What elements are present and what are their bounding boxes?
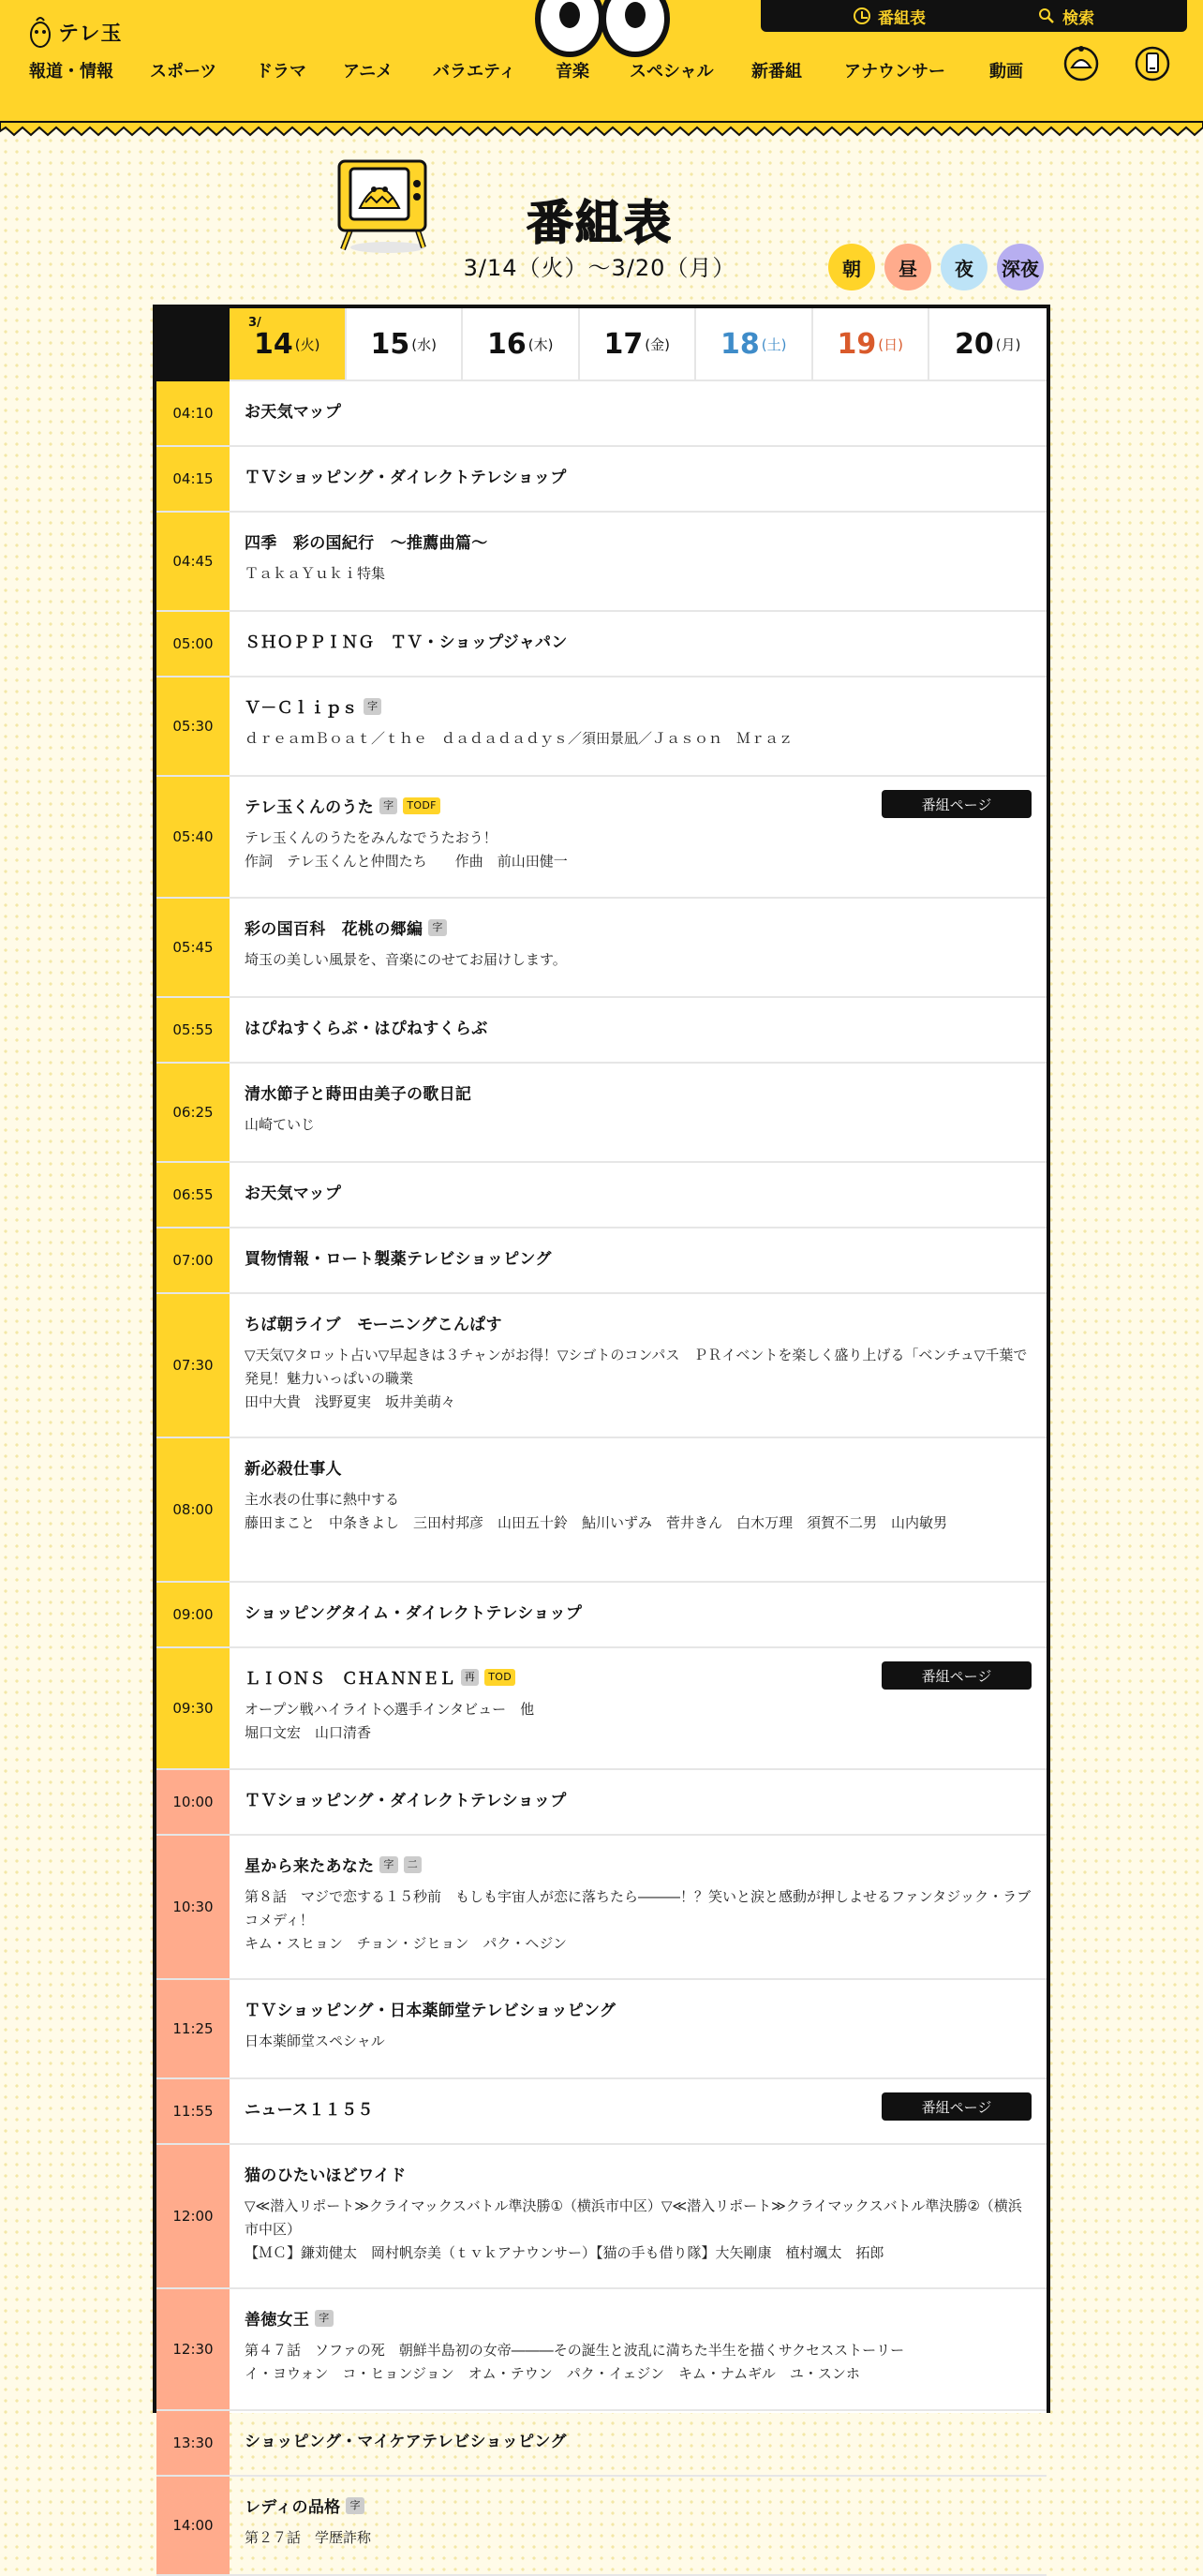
program-title[interactable]: レディの品格 [245, 2498, 341, 2517]
day-number: 19 [837, 327, 877, 361]
program-description: テレ玉くんのうたをみんなでうたおう！ 作詞 テレ玉くんと仲間たち 作曲 前山田健一 [245, 829, 568, 870]
program-title-line [245, 1853, 1032, 1876]
jump-noon-button[interactable]: 昼 [884, 244, 931, 290]
program-title[interactable]: ＴＶショッピング・ダイレクトテレショップ [245, 1792, 567, 1810]
program-title-line [245, 1455, 1032, 1479]
utility-bar [761, 0, 1187, 32]
program-title[interactable]: ＴＶショッピング・日本薬師堂テレビショッピング [245, 2002, 616, 2020]
jump-evening-button[interactable]: 夜 [941, 244, 988, 290]
program-time: 09:00 [156, 1583, 230, 1646]
program-time: 09:30 [156, 1648, 230, 1768]
program-tag: 字 [428, 919, 446, 936]
nav-videos[interactable]: 動画 [989, 62, 1023, 82]
program-description: 第８話 マジで恋する１５秒前 もしも宇宙人が恋に落ちたら―――！？笑いと涙と感動が押しよせるファンタジック・ラブコメディ！ キム・スヒョン チョン・ジヒョン パク・ヘジン [245, 1888, 1032, 1952]
program-time: 13:30 [156, 2411, 230, 2475]
schedule-link[interactable] [854, 5, 926, 28]
jump-morning-button[interactable]: 朝 [828, 244, 875, 290]
program-title-line [245, 464, 1032, 487]
program-description: ＴａｋａＹｕｋｉ特集 [245, 565, 386, 582]
mascot-eyes-icon [532, 0, 673, 58]
jump-latenight-button[interactable]: 深夜 [997, 244, 1044, 290]
program-title[interactable]: Ｖ－Ｃｌｉｐｓ [245, 699, 359, 718]
nav-music[interactable]: 音楽 [556, 62, 589, 82]
nav-anime[interactable]: アニメ [343, 62, 394, 82]
day-weekday: (土) [761, 335, 787, 353]
tv-mascot-illustration [332, 156, 435, 259]
program-row [156, 2079, 1047, 2145]
program-schedule-grid [153, 305, 1050, 2546]
search-icon [1038, 7, 1055, 24]
program-title[interactable]: お天気マップ [245, 1184, 342, 1203]
program-title[interactable]: ちば朝ライブ モーニングこんぱす [245, 1316, 502, 1334]
program-row [156, 2145, 1047, 2289]
header-zigzag-edge [0, 122, 1203, 141]
program-title[interactable]: ＳＨＯＰＰＩＮＧ ＴＶ・ショップジャパン [245, 633, 568, 652]
day-tab[interactable] [230, 308, 347, 381]
program-title-line [245, 2162, 1032, 2185]
program-tag: 再 [461, 1669, 479, 1686]
program-row [156, 998, 1047, 1064]
program-time: 05:45 [156, 899, 230, 996]
day-tab[interactable] [347, 308, 464, 381]
search-link[interactable] [1038, 5, 1094, 28]
site-header [0, 0, 1203, 127]
program-row [156, 1980, 1047, 2079]
program-tag: 字 [379, 1856, 397, 1873]
program-tag: 字 [346, 2497, 364, 2514]
program-description: 第４７話 ソファの死 朝鮮半島初の女帝―――その誕生と波乱に満ちた半生を描くサクセスストーリー イ・ヨウォン コ・ヒョンジョン オム・テウン パク・イェジン キム・ナムギル ユ・スンホ [245, 2342, 905, 2382]
program-title[interactable]: ＴＶショッピング・ダイレクトテレショップ [245, 469, 567, 487]
program-time: 10:00 [156, 1770, 230, 1834]
nav-drama[interactable]: ドラマ [256, 62, 306, 82]
program-row [156, 1163, 1047, 1228]
page-title: 番組表 [527, 196, 673, 250]
program-title-line [245, 2494, 1032, 2517]
program-row [156, 612, 1047, 678]
program-title[interactable]: 彩の国百科 花桃の郷編 [245, 920, 423, 939]
day-number: 20 [955, 327, 994, 361]
program-time: 12:00 [156, 2145, 230, 2287]
day-weekday: (火) [294, 335, 320, 353]
nav-variety[interactable]: バラエティ [433, 62, 516, 82]
day-weekday: (日) [878, 335, 903, 353]
program-time: 14:00 [156, 2477, 230, 2574]
program-title[interactable]: お天気マップ [245, 403, 342, 422]
program-title-line [245, 398, 1032, 422]
day-tab[interactable] [580, 308, 697, 381]
program-tag: TOD [484, 1669, 515, 1686]
mobile-badge-icon[interactable] [1134, 43, 1171, 81]
nav-special[interactable]: スペシャル [630, 62, 714, 82]
program-time: 07:30 [156, 1294, 230, 1437]
program-time: 06:25 [156, 1064, 230, 1161]
program-title[interactable]: 善徳女王 [245, 2311, 310, 2330]
program-row [156, 1064, 1047, 1163]
program-time: 05:55 [156, 998, 230, 1062]
program-page-button[interactable]: 番組ページ [882, 790, 1032, 818]
day-number: 14 [254, 327, 293, 361]
program-title[interactable]: 猫のひたいほどワイド [245, 2167, 407, 2185]
program-page-button[interactable]: 番組ページ [882, 1661, 1032, 1690]
program-description: 主水表の仕事に熱中する 藤田まこと 中条きよし 三田村邦彦 山田五十鈴 鮎川いずみ 菅井きん 白木万理 須賀不二男 山内敏男 [245, 1491, 948, 1531]
program-title[interactable]: ショッピングタイム・ダイレクトテレショップ [245, 1604, 583, 1623]
program-time: 05:40 [156, 777, 230, 897]
program-title-line [245, 629, 1032, 652]
day-tab[interactable] [813, 308, 930, 381]
program-time: 04:45 [156, 513, 230, 610]
program-title[interactable]: ニュース１１５５ [245, 2101, 374, 2120]
program-tag: TODF [403, 797, 439, 814]
program-row [156, 2411, 1047, 2477]
program-row [156, 381, 1047, 447]
program-time: 05:00 [156, 612, 230, 676]
program-row [156, 1294, 1047, 1438]
program-row [156, 1648, 1047, 1770]
program-row [156, 678, 1047, 777]
teletama-mascot-icon [28, 15, 52, 49]
program-row [156, 899, 1047, 998]
program-description: 第２７話 学歴詐称 [245, 2529, 372, 2546]
program-time: 05:30 [156, 678, 230, 775]
clock-icon [854, 7, 870, 24]
program-title-line [245, 1245, 1032, 1269]
day-number: 15 [370, 327, 410, 361]
program-row [156, 447, 1047, 513]
program-time: 12:30 [156, 2289, 230, 2409]
program-row [156, 2477, 1047, 2576]
program-title-line [245, 1180, 1032, 1203]
day-number: 18 [720, 327, 760, 361]
day-tab[interactable] [696, 308, 813, 381]
search-link-label: 検索 [1062, 8, 1094, 28]
program-title-line [245, 1015, 1032, 1038]
program-row [156, 1228, 1047, 1294]
program-title[interactable]: ショッピング・マイケアテレビショッピング [245, 2433, 567, 2451]
program-title-line [245, 529, 1032, 553]
day-number: 17 [603, 327, 644, 361]
month-label: 3/ [248, 316, 261, 330]
program-row [156, 1583, 1047, 1648]
program-time: 07:00 [156, 1228, 230, 1292]
program-title[interactable]: 四季 彩の国紀行 ～推薦曲篇～ [245, 534, 488, 553]
teletama-kun-badge-icon[interactable] [1062, 43, 1100, 81]
program-description: ▽天気▽タロット占い▽早起きは３チャンがお得！▽シゴトのコンパス ＰＲイベントを楽しく盛り上げる「ベンチュ▽千葉で発見！魅力いっぱいの職業 田中大貴 浅野夏実 坂井美萌々 [245, 1347, 1028, 1410]
program-title-line [245, 1787, 1032, 1810]
program-time: 06:55 [156, 1163, 230, 1227]
grid-corner [156, 308, 230, 381]
program-title[interactable]: 星から来たあなた [245, 1857, 375, 1876]
program-row [156, 1770, 1047, 1836]
site-logo[interactable] [28, 15, 123, 49]
program-title-line [245, 916, 1032, 939]
program-title-line [245, 2306, 1032, 2330]
nav-new-programs[interactable]: 新番組 [751, 62, 802, 82]
program-description: オープン戦ハイライト◇選手インタビュー 他 堀口文宏 山口清香 [245, 1701, 535, 1741]
program-row [156, 513, 1047, 612]
day-tabs [156, 308, 1047, 381]
program-title[interactable]: 買物情報・ロート製薬テレビショッピング [245, 1250, 552, 1269]
program-title[interactable]: はぴねすくらぶ・はぴねすくらぶ [245, 1020, 488, 1038]
program-time: 10:30 [156, 1836, 230, 1978]
program-time: 04:15 [156, 447, 230, 511]
program-description: 山崎ていじ [245, 1116, 316, 1133]
day-tab[interactable] [929, 308, 1047, 381]
program-title[interactable]: ＬＩＯＮＳ ＣＨＡＮＮＥＬ [245, 1670, 455, 1689]
program-title[interactable]: テレ玉くんのうた [245, 798, 375, 817]
program-title-line [245, 1080, 1032, 1104]
main-nav [0, 58, 1203, 86]
program-time: 11:55 [156, 2079, 230, 2143]
program-row [156, 2289, 1047, 2411]
program-title[interactable]: 新必殺仕事人 [245, 1460, 342, 1479]
day-weekday: (木) [527, 335, 554, 353]
program-tag: 二 [404, 1856, 422, 1873]
program-row [156, 777, 1047, 899]
nav-sports[interactable]: スポーツ [150, 62, 217, 82]
program-page-button[interactable]: 番組ページ [882, 2092, 1032, 2121]
day-weekday: (水) [411, 335, 437, 353]
schedule-link-label: 番組表 [878, 8, 926, 28]
logo-text: テレ玉 [58, 22, 123, 46]
program-title-line [245, 1600, 1032, 1623]
program-row [156, 1836, 1047, 1980]
day-tab[interactable] [463, 308, 580, 381]
program-description: ▽≪潜入リポート≫クライマックスバトル準決勝①（横浜市中区）▽≪潜入リポート≫クライマックスバトル準決勝②（横浜市中区） 【ＭＣ】鎌苅健太 岡村帆奈美（ｔｖｋアナウンサー）【猫の手も借り隊】大矢剛康 植村颯太 拓郎 [245, 2197, 1022, 2261]
nav-news[interactable]: 報道・情報 [29, 62, 113, 82]
day-weekday: (月) [995, 335, 1021, 353]
program-tag: 字 [379, 797, 397, 814]
program-title[interactable]: 清水節子と蒔田由美子の歌日記 [245, 1085, 472, 1104]
program-description: ｄｒｅａｍＢｏａｔ／ｔｈｅ ｄａｄａｄａｄｙｓ／須田景凪／Ｊａｓｏｎ Ｍｒａｚ [245, 730, 794, 747]
day-number: 16 [487, 327, 527, 361]
day-weekday: (金) [645, 335, 670, 353]
program-tag: 字 [364, 698, 381, 715]
program-time: 08:00 [156, 1438, 230, 1581]
program-description: 埼玉の美しい風景を、音楽にのせてお届けします。 [245, 951, 567, 968]
program-title-line [245, 1311, 1032, 1334]
program-time: 04:10 [156, 381, 230, 445]
program-row [156, 1438, 1047, 1583]
program-description: 日本薬師堂スペシャル [245, 2033, 385, 2049]
program-tag: 字 [315, 2310, 333, 2327]
date-range: 3/14（火）〜3/20（月） [463, 255, 736, 281]
program-title-line [245, 2428, 1032, 2451]
program-title-line [245, 694, 1032, 718]
nav-announcers[interactable]: アナウンサー [844, 62, 945, 82]
program-time: 11:25 [156, 1980, 230, 2077]
program-title-line [245, 1997, 1032, 2020]
